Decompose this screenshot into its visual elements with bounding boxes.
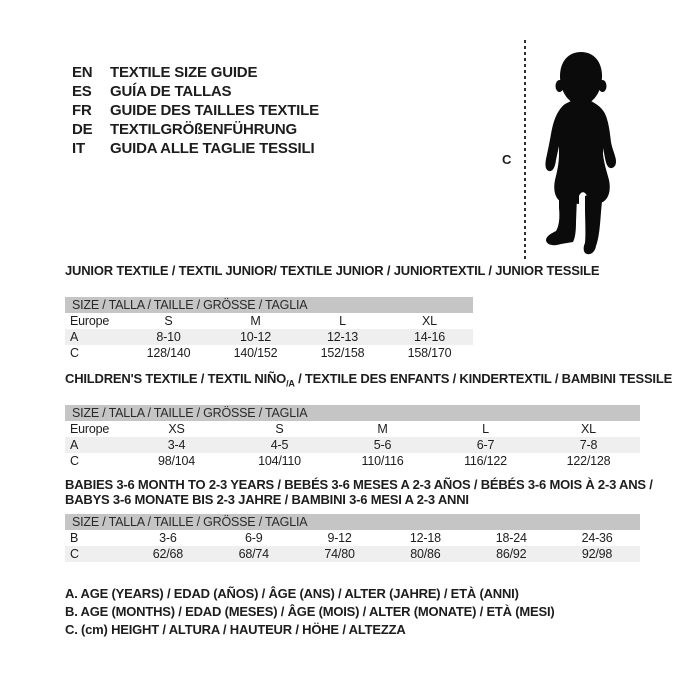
size-cell: M	[250, 313, 261, 328]
row-label: C	[70, 547, 79, 561]
height-cell: 116/122	[464, 453, 507, 468]
legend	[65, 585, 555, 639]
language-code: IT	[72, 140, 85, 157]
table-row-height	[65, 345, 473, 361]
height-measure-label: C	[502, 152, 512, 167]
height-cell: 92/98	[581, 547, 613, 561]
size-cell: XL	[422, 313, 437, 328]
height-dashed-line	[524, 40, 526, 260]
language-label: TEXTILE SIZE GUIDE	[110, 64, 258, 81]
language-row-es	[72, 82, 319, 101]
height-cell: 86/92	[496, 547, 527, 561]
table-row-age	[65, 437, 640, 453]
height-cell: 140/152	[233, 345, 278, 360]
table-row-height	[65, 453, 640, 469]
age-cell: 14-16	[414, 329, 445, 344]
height-cell: 80/86	[410, 547, 441, 561]
size-header-bar: SIZE / TALLA / TAILLE / GRÖSSE / TAGLIA	[65, 297, 473, 313]
height-cell: 98/104	[157, 453, 196, 468]
toddler-silhouette-icon	[531, 50, 631, 262]
table-row-age	[65, 329, 473, 345]
row-label: Europe	[70, 421, 110, 436]
table-title-line2: BABYS 3-6 MONATE BIS 2-3 JAHRE / BAMBINI 3-6 MESI A 2-3 ANNI	[65, 492, 469, 507]
size-header-bar: SIZE / TALLA / TAILLE / GRÖSSE / TAGLIA	[65, 514, 640, 530]
age-cell: 12-18	[409, 531, 441, 545]
language-row-de	[72, 120, 319, 139]
table-row-europe	[65, 421, 640, 437]
junior-textile-table	[65, 263, 600, 361]
size-cell: XL	[581, 421, 596, 436]
size-cell: XS	[168, 421, 185, 436]
language-label: TEXTILGRÖßENFÜHRUNG	[110, 121, 298, 138]
table-title	[65, 263, 600, 284]
height-cell: 152/158	[320, 345, 365, 360]
age-cell: 9-12	[327, 531, 352, 545]
height-cell: 122/128	[566, 453, 611, 468]
age-cell: 10-12	[240, 329, 271, 344]
height-cell: 110/116	[361, 453, 404, 468]
age-cell: 3-6	[159, 531, 177, 545]
language-row-it	[72, 139, 319, 158]
size-cell: L	[339, 313, 346, 328]
table-title-subscript: /A	[286, 378, 295, 389]
row-label: C	[70, 345, 79, 360]
age-cell: 12-13	[327, 329, 358, 344]
row-label: A	[70, 329, 79, 344]
table-row-age-months	[65, 530, 640, 546]
age-cell: 18-24	[495, 531, 527, 545]
height-cell: 128/140	[146, 345, 191, 360]
age-cell: 7-8	[579, 437, 598, 452]
language-label: GUIDE DES TAILLES TEXTILE	[110, 102, 319, 119]
language-label: GUIDA ALLE TAGLIE TESSILI	[110, 140, 315, 157]
language-list	[72, 63, 319, 158]
legend-line-c: C. (cm) HEIGHT / ALTURA / HAUTEUR / HÖHE / ALTEZZA	[65, 622, 406, 637]
language-row-fr	[72, 101, 319, 120]
row-label: B	[70, 531, 79, 545]
row-label: A	[70, 437, 79, 452]
language-row-en	[72, 63, 319, 82]
row-label: Europe	[70, 313, 110, 328]
language-code: FR	[72, 102, 92, 119]
table-title-text: CHILDREN'S TEXTILE / TEXTIL NIÑO	[65, 371, 287, 386]
legend-line-b: B. AGE (MONTHS) / EDAD (MESES) / ÂGE (MOIS) / ALTER (MONATE) / ETÀ (MESI)	[65, 604, 555, 619]
table-row-height	[65, 546, 640, 562]
height-cell: 62/68	[152, 547, 184, 561]
size-cell: S	[275, 421, 284, 436]
childrens-textile-table	[65, 371, 673, 469]
size-cell: L	[482, 421, 489, 436]
size-header-bar: SIZE / TALLA / TAILLE / GRÖSSE / TAGLIA	[65, 405, 640, 421]
table-title	[65, 477, 653, 507]
size-cell: S	[164, 313, 173, 328]
age-cell: 6-9	[245, 531, 263, 545]
height-cell: 68/74	[238, 547, 269, 561]
age-cell: 24-36	[581, 531, 613, 545]
age-cell: 3-4	[167, 437, 186, 452]
height-cell: 104/110	[258, 453, 301, 468]
age-cell: 5-6	[373, 437, 392, 452]
height-cell: 158/170	[407, 345, 452, 360]
table-title-line1: BABIES 3-6 MONTH TO 2-3 YEARS / BEBÉS 3-6 MESES A 2-3 AÑOS / BÉBÉS 3-6 MOIS À 2-3 ANS /	[65, 477, 653, 492]
table-title-text: JUNIOR TEXTILE / TEXTIL JUNIOR/ TEXTILE JUNIOR / JUNIORTEXTIL / JUNIOR TESSILE	[65, 263, 600, 278]
table-title-text: / TEXTILE DES ENFANTS / KINDERTEXTIL / BAMBINI TESSILE	[294, 371, 673, 386]
legend-line-a: A. AGE (YEARS) / EDAD (AÑOS) / ÂGE (ANS) / ALTER (JAHRE) / ETÀ (ANNI)	[65, 586, 519, 601]
size-cell: M	[377, 421, 388, 436]
age-cell: 4-5	[270, 437, 289, 452]
age-cell: 6-7	[476, 437, 495, 452]
babies-textile-table	[65, 477, 653, 562]
height-cell: 74/80	[324, 547, 355, 561]
table-title	[65, 371, 673, 392]
language-code: EN	[72, 64, 93, 81]
language-code: DE	[72, 121, 93, 138]
language-label: GUÍA DE TALLAS	[110, 83, 232, 100]
row-label: C	[70, 453, 79, 468]
table-row-europe	[65, 313, 473, 329]
age-cell: 8-10	[156, 329, 181, 344]
language-code: ES	[72, 83, 92, 100]
